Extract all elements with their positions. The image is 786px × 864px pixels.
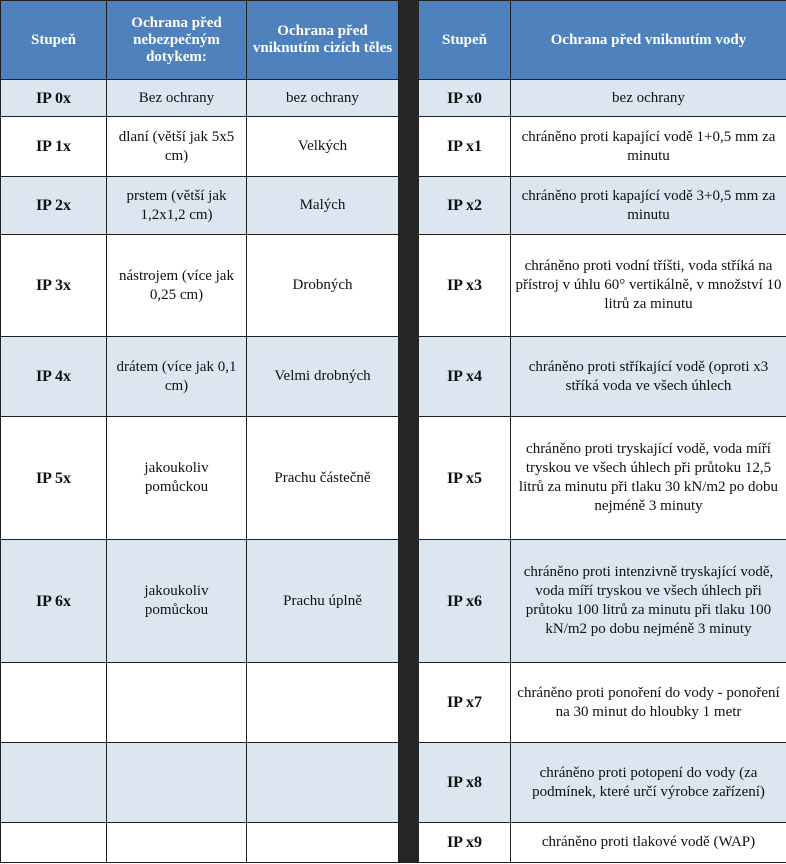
water-cell: chráněno proti potopení do vody (za podmínek, které určí výrobce zařízení): [511, 743, 786, 823]
water-cell: chráněno proti tryskající vodě, voda míří tryskou ve všech úhlech při průtoku 12,5 litrů za minutu při tlaku 30 kN/m2 po dobu nejméně 3 minuty: [511, 417, 786, 540]
grade-left-cell: IP 1x: [1, 117, 107, 177]
solids-cell: bez ochrany: [247, 80, 399, 117]
touch-cell: [107, 823, 247, 863]
grade-left-cell: IP 5x: [1, 417, 107, 540]
grade-left-cell: IP 2x: [1, 177, 107, 235]
column-separator: [399, 80, 419, 117]
header-water-protection: Ochrana před vniknutím vody: [511, 1, 786, 80]
water-cell: bez ochrany: [511, 80, 786, 117]
header-touch-protection: Ochrana před nebezpečným dotykem:: [107, 1, 247, 80]
water-cell: chráněno proti stříkající vodě (oproti x3 stříká voda ve všech úhlech: [511, 337, 786, 417]
column-separator: [399, 663, 419, 743]
water-cell: chráněno proti ponoření do vody - ponoření na 30 minut do hloubky 1 metr: [511, 663, 786, 743]
header-row: [1, 1, 786, 80]
column-separator: [399, 823, 419, 863]
grade-right-cell: IP x0: [419, 80, 511, 117]
grade-right-cell: IP x6: [419, 540, 511, 663]
column-separator: [399, 417, 419, 540]
column-separator: [399, 743, 419, 823]
solids-cell: Prachu částečně: [247, 417, 399, 540]
grade-right-cell: IP x1: [419, 117, 511, 177]
solids-cell: Prachu úplně: [247, 540, 399, 663]
table-row: [1, 823, 786, 863]
grade-left-cell: [1, 823, 107, 863]
touch-cell: jakoukoliv pomůckou: [107, 417, 247, 540]
water-cell: chráněno proti tlakové vodě (WAP): [511, 823, 786, 863]
table-row: [1, 80, 786, 117]
water-cell: chráněno proti vodní tříšti, voda stříká na přístroj v úhlu 60° vertikálně, v množství 10 litrů za minutu: [511, 235, 786, 337]
table-row: [1, 177, 786, 235]
column-separator: [399, 1, 419, 80]
table-row: [1, 743, 786, 823]
grade-left-cell: IP 0x: [1, 80, 107, 117]
table-row: [1, 417, 786, 540]
solids-cell: Velkých: [247, 117, 399, 177]
touch-cell: nástrojem (více jak 0,25 cm): [107, 235, 247, 337]
grade-right-cell: IP x2: [419, 177, 511, 235]
table-row: [1, 540, 786, 663]
touch-cell: [107, 663, 247, 743]
water-cell: chráněno proti kapající vodě 1+0,5 mm za minutu: [511, 117, 786, 177]
touch-cell: dlaní (větší jak 5x5 cm): [107, 117, 247, 177]
header-solids-protection: Ochrana před vniknutím cizích těles: [247, 1, 399, 80]
touch-cell: Bez ochrany: [107, 80, 247, 117]
grade-right-cell: IP x3: [419, 235, 511, 337]
water-cell: chráněno proti kapající vodě 3+0,5 mm za minutu: [511, 177, 786, 235]
water-cell: chráněno proti intenzivně tryskající vodě, voda míří tryskou ve všech úhlech při průtoku 100 litrů za minutu při tlaku 100 kN/m2 po dobu nejméně 3 minuty: [511, 540, 786, 663]
header-grade-right: Stupeň: [419, 1, 511, 80]
table-row: [1, 337, 786, 417]
column-separator: [399, 117, 419, 177]
column-separator: [399, 337, 419, 417]
table-row: [1, 663, 786, 743]
solids-cell: [247, 663, 399, 743]
grade-left-cell: IP 3x: [1, 235, 107, 337]
grade-left-cell: IP 6x: [1, 540, 107, 663]
grade-right-cell: IP x5: [419, 417, 511, 540]
solids-cell: Drobných: [247, 235, 399, 337]
column-separator: [399, 177, 419, 235]
touch-cell: jakoukoliv pomůckou: [107, 540, 247, 663]
touch-cell: prstem (větší jak 1,2x1,2 cm): [107, 177, 247, 235]
solids-cell: [247, 823, 399, 863]
grade-right-cell: IP x4: [419, 337, 511, 417]
grade-right-cell: IP x7: [419, 663, 511, 743]
touch-cell: [107, 743, 247, 823]
grade-left-cell: [1, 743, 107, 823]
solids-cell: [247, 743, 399, 823]
grade-right-cell: IP x9: [419, 823, 511, 863]
grade-left-cell: [1, 663, 107, 743]
table-row: [1, 235, 786, 337]
touch-cell: drátem (více jak 0,1 cm): [107, 337, 247, 417]
column-separator: [399, 540, 419, 663]
grade-right-cell: IP x8: [419, 743, 511, 823]
column-separator: [399, 235, 419, 337]
solids-cell: Velmi drobných: [247, 337, 399, 417]
table-row: [1, 117, 786, 177]
header-grade-left: Stupeň: [1, 1, 107, 80]
grade-left-cell: IP 4x: [1, 337, 107, 417]
solids-cell: Malých: [247, 177, 399, 235]
